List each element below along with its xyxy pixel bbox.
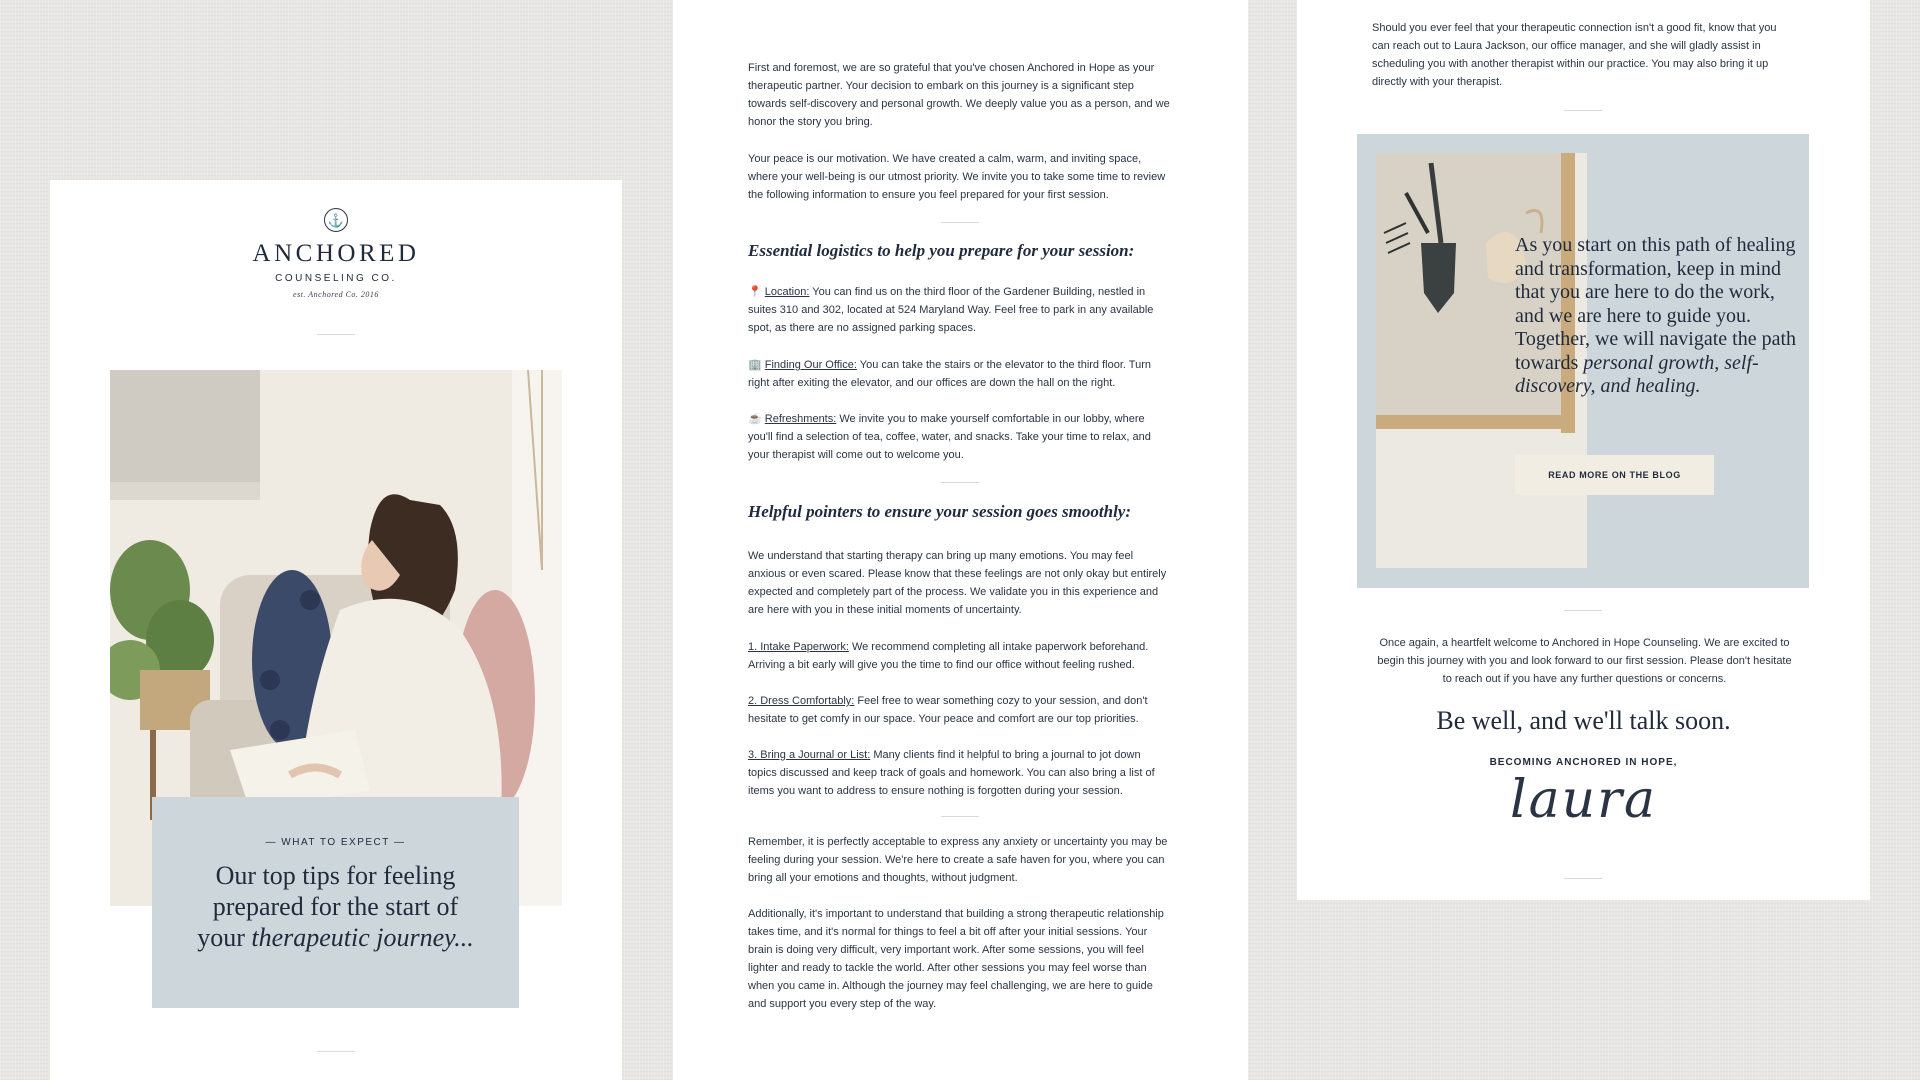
divider: [1564, 110, 1602, 111]
building-icon: 🏢: [748, 359, 762, 371]
location-label: Location:: [764, 286, 810, 298]
divider: [941, 816, 979, 817]
additionally-paragraph: Additionally, it's important to understand that building a strong therapeutic relationship takes time, and it's normal for things to feel a bit off after your initial sessions. Your brain is doing very difficult, very important work. After some sessions, you will feel lighter and ready to tackle the world. After other sessions you may feel worse than when you came in. Although the journey may feel challenging, we are here to guide and support you every step of the way.: [748, 908, 1164, 1010]
signature: laura: [1510, 770, 1657, 830]
divider: [941, 222, 979, 223]
closing-paragraph: Once again, a heartfelt welcome to Anchored in Hope Counseling. We are excited to begin this journey with you and look forward to our first session. Please don't hesitate to reach out if you have any further questions or concerns.: [1377, 637, 1792, 685]
becoming-anchored-text: BECOMING ANCHORED IN HOPE,: [1489, 757, 1678, 768]
pin-icon: 📍: [748, 286, 762, 298]
tip-intake-paperwork: 1. Intake Paperwork: We recommend completing all intake paperwork beforehand. Arriving a bit early will give you the time to find our office without feeling rushed.: [748, 641, 1149, 671]
fit-paragraph: Should you ever feel that your therapeutic connection isn't a good fit, know that you can reach out to Laura Jackson, our office manager, and she will gladly assist in scheduling you with another therapist within our practice. You may also bring it up directly with your therapist.: [1372, 22, 1777, 88]
closing-panel: [1297, 0, 1870, 900]
intro-paragraph-2: Your peace is our motivation. We have created a calm, warm, and inviting space, where your well-being is our utmost priority. We invite you to take some time to review the following information to ensure you feel prepared for your first session.: [748, 153, 1166, 201]
divider: [1564, 610, 1602, 611]
read-more-blog-button[interactable]: READ MORE ON THE BLOG: [1515, 455, 1714, 495]
pointers-heading: Helpful pointers to ensure your session goes smoothly:: [748, 502, 1132, 521]
quote-block: [1357, 134, 1809, 588]
logo-name: ANCHORED: [252, 240, 420, 267]
pointers-intro: We understand that starting therapy can bring up many emotions. You may feel anxious or even scared. Please know that these feelings are not only okay but entirely expected and completely part of the process. We validate you in this experience and are here with you in these initial moments of uncertainty.: [748, 550, 1167, 616]
divider: [1564, 878, 1602, 879]
signoff-heading: Be well, and we'll talk soon.: [1436, 706, 1731, 735]
refreshments-item: ☕ Refreshments: We invite you to make yourself comfortable in our lobby, where you'll find a selection of tea, coffee, water, and snacks. Take your time to relax, and your therapist will come out to welcome you.: [748, 413, 1151, 461]
intro-panel: [50, 180, 622, 1080]
what-to-expect-card: [152, 797, 519, 1008]
divider: [317, 1051, 355, 1052]
coffee-icon: ☕: [748, 413, 762, 425]
tip-bring-journal: 3. Bring a Journal or List: Many clients find it helpful to bring a journal to jot down topics discussed and keep track of goals and homework. You can also bring a list of items you want to address to ensure nothing is forgotten during your session.: [748, 749, 1155, 797]
remember-paragraph: Remember, it is perfectly acceptable to express any anxiety or uncertainty you may be feeling during your session. We're here to create a safe haven for you, where you can bring all your emotions and thoughts, without judgment.: [748, 836, 1168, 884]
logo-established: est. Anchored Co. 2016: [293, 290, 379, 299]
logistics-panel: [673, 0, 1248, 1080]
logo: [50, 208, 622, 299]
logo-subtitle: COUNSELING CO.: [275, 273, 397, 284]
tip-card-title: Our top tips for feeling prepared for the start of your therapeutic journey...: [197, 861, 474, 952]
quote-text: As you start on this path of healing and transformation, keep in mind that you are here to do the work, and we are here to guide you. Together, we will navigate the path towards personal growth, self-discovery, and healing.: [1515, 234, 1797, 397]
anchor-icon: ⚓: [324, 208, 348, 232]
intro-paragraph: First and foremost, we are so grateful that you've chosen Anchored in Hope as your therapeutic partner. Your decision to embark on this journey is a significant step towards self-discovery and personal growth. We deeply value you as a person, and we honor the story you bring.: [748, 62, 1170, 128]
office-item: 🏢 Finding Our Office: You can take the stairs or the elevator to the third floor. Turn right after exiting the elevator, and our offices are down the hall on the right.: [748, 359, 1152, 389]
refreshments-label: Refreshments:: [764, 413, 837, 425]
what-to-expect-kicker: — WHAT TO EXPECT —: [265, 837, 406, 848]
tip-dress-comfortably: 2. Dress Comfortably: Feel free to wear something cozy to your session, and don't hesitate to get comfy in our space. Your peace and comfort are our top priorities.: [748, 695, 1148, 725]
divider: [317, 334, 355, 335]
divider: [941, 482, 979, 483]
office-label: Finding Our Office:: [764, 359, 857, 371]
logistics-heading: Essential logistics to help you prepare for your session:: [748, 241, 1135, 260]
location-item: 📍 Location: You can find us on the third floor of the Gardener Building, nestled in suites 310 and 302, located at 524 Maryland Way. Feel free to park in any available spot, as there are no assigned parking spaces.: [748, 286, 1154, 334]
